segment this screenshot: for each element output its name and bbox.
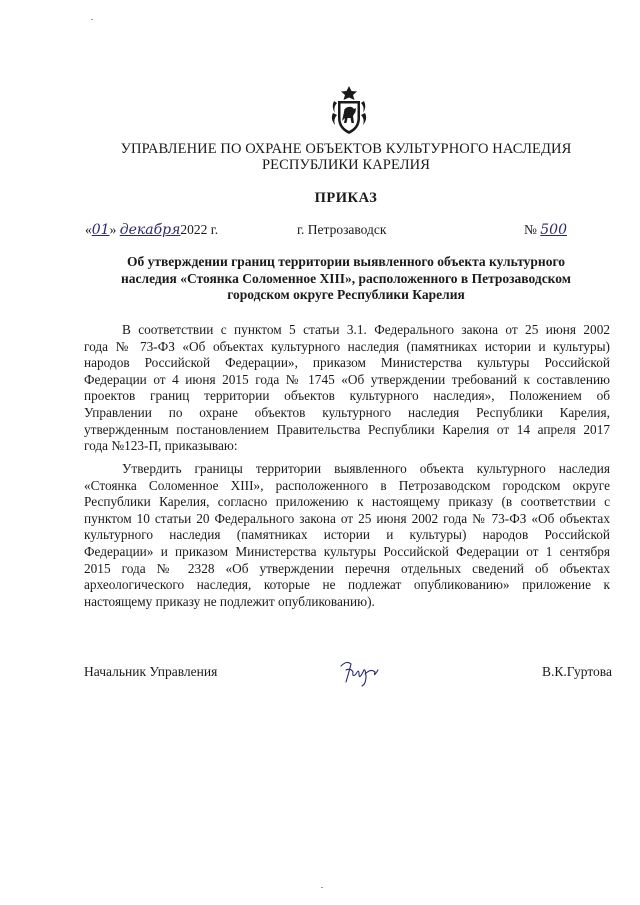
body-paragraph-1 bbox=[84, 322, 610, 455]
paragraph-line: пунктом 10 статьи 20 Федерального закона от 25 июня 2002 года № 73-ФЗ «Об объектах bbox=[84, 510, 610, 526]
paragraph-line: народов Российской Федерации», приказом Министерства культуры Российской bbox=[84, 355, 610, 371]
handwritten-signature bbox=[337, 656, 381, 688]
subject-line-3: городском округе Республики Карелия bbox=[227, 287, 465, 302]
paragraph-line: Республики Карелия, согласно приложению к настоящему приказу (в соответствии с bbox=[84, 494, 610, 510]
order-number bbox=[524, 222, 567, 238]
paragraph-line: 2015 года № 2328 «Об утверждении перечня отдельных сведений об объектах bbox=[84, 560, 610, 576]
paragraph-line: утвержденным постановлением Правительства Республики Карелия от 14 апреля 2017 bbox=[84, 421, 610, 437]
org-line-2: РЕСПУБЛИКИ КАРЕЛИЯ bbox=[261, 157, 431, 173]
order-city: г. Петрозаводск bbox=[297, 222, 387, 237]
paragraph-line: года № 73-ФЗ «Об объектах культурного наследия (памятниках истории и культуры) bbox=[84, 338, 610, 354]
order-day: 01 bbox=[91, 222, 110, 238]
karelia-coat-of-arms-icon bbox=[329, 85, 369, 137]
order-number-prefix: № bbox=[524, 222, 537, 237]
paragraph-line: археологического наследия, которые не подлежат опубликованию» приложение к bbox=[84, 577, 610, 593]
organization-name bbox=[60, 141, 632, 173]
paragraph-line: Федерации» и приказом Министерства культуры Российской Федерации от 1 сентября bbox=[84, 543, 610, 559]
scan-speck bbox=[321, 887, 323, 888]
date-city-number-line bbox=[85, 222, 575, 246]
org-line-1: УПРАВЛЕНИЕ ПО ОХРАНЕ ОБЪЕКТОВ КУЛЬТУРНОГО НАСЛЕДИЯ bbox=[120, 141, 572, 157]
paragraph-line: Утвердить границы территории выявленного объекта культурного наследия bbox=[122, 461, 610, 476]
signatory-role: Начальник Управления bbox=[84, 664, 218, 679]
paragraph-line: Управлении по охране объектов культурного наследия Республики Карелия, bbox=[84, 404, 610, 420]
paragraph-line: Федерации от 4 июня 2015 года № 1745 «Об утверждении требований к составлению bbox=[84, 371, 610, 387]
order-year: 2022 г. bbox=[180, 222, 219, 237]
order-month: декабря bbox=[119, 222, 181, 238]
order-date bbox=[85, 222, 218, 238]
subject-line-2: наследия «Стоянка Соломенное XIII», расположенного в Петрозаводском bbox=[121, 270, 571, 286]
paragraph-line: проектов границ территории объектов культурного наследия», Положением об bbox=[84, 388, 610, 404]
signature-block bbox=[84, 664, 612, 694]
paragraph-line: настоящему приказу не подлежит опубликованию). bbox=[84, 593, 375, 609]
order-subject bbox=[80, 254, 612, 304]
paragraph-line: В соответствии с пунктом 5 статьи 3.1. Федерального закона от 25 июня 2002 bbox=[122, 322, 610, 337]
paragraph-line: года №123-П, приказываю: bbox=[84, 438, 238, 454]
open-quote: « bbox=[85, 222, 92, 237]
body-paragraph-2 bbox=[84, 461, 610, 610]
document-type-title: ПРИКАЗ bbox=[314, 190, 378, 206]
paragraph-line: «Стоянка Соломенное XIII», расположенного в Петрозаводском городском округе bbox=[84, 477, 610, 493]
close-quote: » bbox=[109, 222, 117, 237]
paragraph-line: культурного наследия (памятниках истории и культуры) народов Российской bbox=[84, 527, 610, 543]
scan-speck bbox=[91, 19, 93, 20]
order-number-value: 500 bbox=[540, 222, 567, 238]
signatory-name: В.К.Гуртова bbox=[541, 664, 612, 679]
subject-line-1: Об утверждении границ территории выявленного объекта культурного bbox=[126, 254, 566, 269]
